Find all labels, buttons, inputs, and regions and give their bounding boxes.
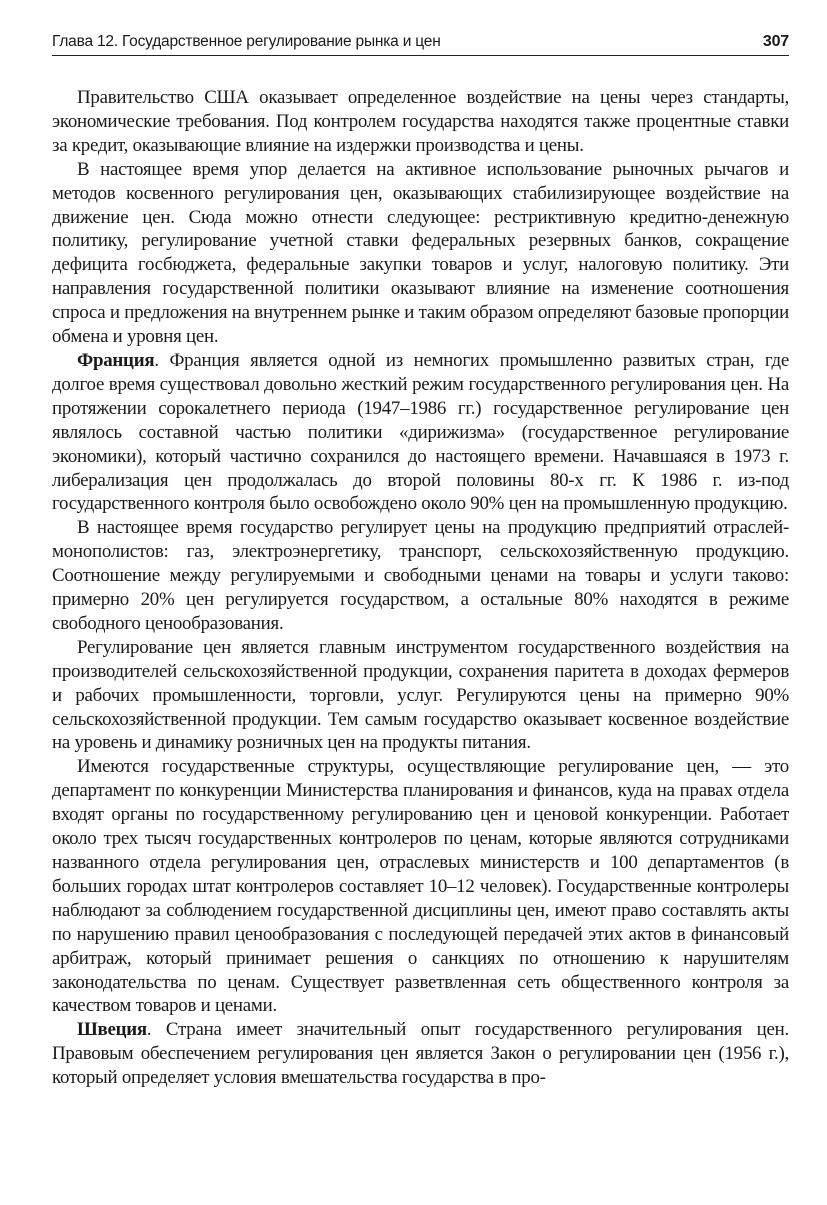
running-head bbox=[52, 33, 789, 56]
paragraph-text: Имеются государственные структуры, осуществляющие регулирование цен, — это департамент по конкуренции Министерства планирования и финансов, куда на правах отдела входят органы по государственному регулированию цен и ценовой конкуренции. Работает около трех тысяч государственных контролеров по ценам, которые являются сотрудниками названного отдела регулирования цен, отраслевых министерств и 100 департаментов (в больших городах штат контролеров составляет 10–12 человек). Государственные контролеры наблюдают за соблюдением государственной дисциплины цен, имеют право составлять акты по нарушению правил ценообразования с последующей передачей этих актов в финансовый арбитраж, который принимает решения о санкциях по отношению к нарушителям законодательства по ценам. Существует разветвленная сеть общественного контроля за качеством товаров и ценами. bbox=[52, 756, 789, 1017]
chapter-title: Глава 12. Государственное регулирование рынка и цен bbox=[52, 33, 441, 50]
paragraph bbox=[52, 516, 789, 636]
paragraph bbox=[52, 755, 789, 1018]
paragraph bbox=[52, 349, 789, 516]
page-number: 307 bbox=[762, 33, 789, 50]
paragraph-text: . Франция является одной из немногих промышленно развитых стран, где долгое время существовал довольно жесткий режим государственного регулирования цен. На протяжении сорокалетнего периода (1947–1986 гг.) государственное регулирование цен являлось составной частью политики «дирижизма» (государственное регулирование экономики), который частично сохранился до настоящего времени. Начавшаяся в 1973 г. либерализация цен продолжалась до второй половины 80-х гг. К 1986 г. из-под государственного контроля было освобождено около 90% цен на промышленную продукцию. bbox=[52, 349, 789, 515]
paragraph-text: . Страна имеет значительный опыт государственного регулирования цен. Правовым обеспечением регулирования цен является Закон о регулировании цен (1956 г.), который определяет условия вмешательства государства в про- bbox=[52, 1019, 789, 1089]
paragraph bbox=[52, 158, 789, 349]
paragraph-text: Правительство США оказывает определенное воздействие на цены через стандарты, экономические требования. Под контролем государства находятся также процентные ставки за кредит, оказывающие влияние на издержки производства и цены. bbox=[52, 87, 789, 156]
body-text bbox=[52, 86, 789, 1090]
paragraph-text: Регулирование цен является главным инструментом государственного воздействия на производителей сельскохозяйственной продукции, сохранения паритета в доходах фермеров и рабочих промышленности, торговли, услуг. Регулируются цены на примерно 90% сельскохозяйственной продукции. Тем самым государство оказывает косвенное воздействие на уровень и динамику розничных цен на продукты питания. bbox=[52, 636, 789, 754]
paragraph-lead-term: Франция bbox=[77, 349, 155, 371]
paragraph-text: В настоящее время государство регулирует цены на продукцию предприятий отраслей-монополистов: газ, электроэнергетику, транспорт, сельскохозяйственную продукцию. Соотношение между регулируемыми и свободными ценами на товары и услуги таково: примерно 20% цен регулируется государством, а остальные 80% находятся в режиме свободного ценообразования. bbox=[52, 517, 789, 634]
paragraph-text: В настоящее время упор делается на активное использование рыночных рычагов и методов косвенного регулирования цен, оказывающих стабилизирующее воздействие на движение цен. Сюда можно отнести следующее: рестриктивную кредитно-денежную политику, регулирование учетной ставки федеральных резервных банков, сокращение дефицита госбюджета, федеральные закупки товаров и услуг, налоговую политику. Эти направления государственной политики оказывают влияние на изменение соотношения спроса и предложения на внутреннем рынке и таким образом определяют базовые пропорции обмена и уровня цен. bbox=[52, 158, 789, 348]
paragraph bbox=[52, 1018, 789, 1090]
paragraph bbox=[52, 636, 789, 756]
paragraph-lead-term: Швеция bbox=[77, 1019, 147, 1041]
paragraph bbox=[52, 86, 789, 158]
